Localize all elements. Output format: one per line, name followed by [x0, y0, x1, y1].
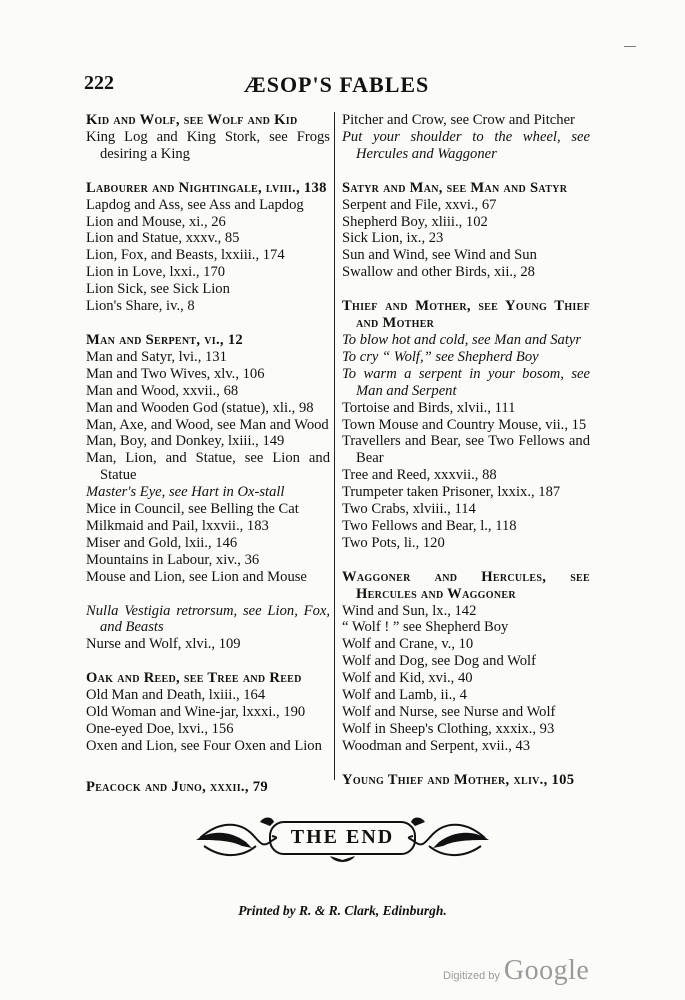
index-entry: Master's Eye, see Hart in Ox-stall	[86, 484, 285, 501]
index-entry: Mice in Council, see Belling the Cat	[86, 501, 299, 518]
index-entry: Waggoner and Hercules, see Hercules and Waggoner	[342, 568, 590, 602]
index-entry: To blow hot and cold, see Man and Satyr	[342, 331, 582, 348]
index-entry: King Log and King Stork, see Frogs desiring a King	[86, 128, 330, 162]
index-entry: Two Fellows and Bear, l., 118	[342, 517, 517, 534]
index-entry: Man, Lion, and Statue, see Lion and Statue	[86, 450, 330, 484]
index-entry: Two Crabs, xlviii., 114	[342, 501, 476, 518]
index-entry: Wind and Sun, lx., 142	[342, 602, 477, 619]
index-entry: Young Thief and Mother, xliv., 105	[342, 771, 575, 788]
index-entry: Swallow and other Birds, xii., 28	[342, 264, 535, 281]
index-entry: Wolf and Kid, xvi., 40	[342, 670, 473, 687]
index-entry: Lion in Love, lxxi., 170	[86, 264, 226, 281]
index-entry: Nulla Vestigia retrorsum, see Lion, Fox, and Beasts	[86, 602, 330, 636]
index-entry: Mouse and Lion, see Lion and Mouse	[86, 568, 307, 585]
running-title: ÆSOP'S FABLES	[243, 72, 430, 97]
index-column-right	[342, 112, 590, 789]
index-entry: Shepherd Boy, xliii., 102	[342, 213, 488, 230]
index-entry: Wolf and Nurse, see Nurse and Wolf	[342, 704, 556, 720]
index-entry: Wolf and Lamb, ii., 4	[342, 687, 467, 704]
index-entry: Oxen and Lion, see Four Oxen and Lion	[86, 737, 322, 754]
watermark-prefix: Digitized by	[443, 970, 500, 982]
index-entry: To warm a serpent in your bosom, see Man and Serpent	[342, 365, 590, 399]
index-entry: Man and Satyr, lvi., 131	[86, 348, 227, 365]
index-entry: Satyr and Man, see Man and Satyr	[342, 179, 568, 196]
google-logo: Google	[503, 955, 590, 986]
index-entry: Man, Axe, and Wood, see Man and Wood	[86, 416, 329, 433]
index-entry: Woodman and Serpent, xvii., 43	[342, 737, 531, 754]
index-entry: Lion and Mouse, xi., 26	[86, 213, 226, 230]
index-entry: One-eyed Doe, lxvi., 156	[86, 721, 234, 737]
index-entry: Trumpeter taken Prisoner, lxxix., 187	[342, 484, 561, 501]
page-number: 222	[84, 72, 114, 94]
index-entry: Man, Boy, and Donkey, lxiii., 149	[86, 433, 285, 450]
index-entry: Nurse and Wolf, xlvi., 109	[86, 636, 241, 653]
index-entry: Sick Lion, ix., 23	[342, 230, 444, 247]
index-entry: Lion, Fox, and Beasts, lxxiii., 174	[86, 247, 285, 264]
index-entry: Oak and Reed, see Tree and Reed	[86, 670, 302, 687]
page-header	[84, 72, 589, 96]
column-divider	[334, 112, 335, 780]
index-entry: To cry “ Wolf,” see Shepherd Boy	[342, 348, 539, 365]
the-end-label: THE END	[290, 826, 395, 848]
index-entry: Lion and Statue, xxxv., 85	[86, 230, 240, 247]
index-entry: Travellers and Bear, see Two Fellows and Bear	[342, 433, 590, 467]
index-entry: Milkmaid and Pail, lxxvii., 183	[86, 517, 269, 534]
index-entry: Peacock and Juno, xxxii., 79	[86, 778, 268, 795]
index-entry: Sun and Wind, see Wind and Sun	[342, 247, 537, 264]
index-entry: Man and Wood, xxvii., 68	[86, 382, 239, 399]
index-entry: Tortoise and Birds, xlvii., 111	[342, 399, 516, 416]
index-entry: “ Wolf ! ” see Shepherd Boy	[342, 619, 509, 636]
index-entry: Two Pots, li., 120	[342, 534, 445, 551]
index-entry: Lapdog and Ass, see Ass and Lapdog	[86, 196, 304, 213]
index-entry: Miser and Gold, lxii., 146	[86, 534, 238, 551]
index-entry: Put your shoulder to the wheel, see Hercules and Waggoner	[342, 128, 590, 162]
index-entry: Lion's Share, iv., 8	[86, 298, 195, 315]
index-entry: Serpent and File, xxvi., 67	[342, 196, 497, 213]
page-corner-mark: —	[624, 38, 635, 52]
index-entry: Old Man and Death, lxiii., 164	[86, 687, 266, 704]
index-entry: Man and Serpent, vi., 12	[86, 331, 244, 348]
index-entry: Wolf and Crane, v., 10	[342, 636, 474, 653]
index-entry: Man and Wooden God (statue), xli., 98	[86, 399, 314, 416]
index-entry: Man and Two Wives, xlv., 106	[86, 365, 265, 382]
index-entry: Kid and Wolf, see Wolf and Kid	[86, 112, 298, 128]
index-entry: Pitcher and Crow, see Crow and Pitcher	[342, 112, 575, 128]
index-entry: Old Woman and Wine-jar, lxxxi., 190	[86, 704, 306, 721]
digitized-watermark	[443, 955, 589, 987]
index-entry: Mountains in Labour, xiv., 36	[86, 551, 260, 568]
index-entry: Lion Sick, see Sick Lion	[86, 281, 230, 298]
index-entry: Wolf and Dog, see Dog and Wolf	[342, 653, 536, 670]
index-column-left	[86, 112, 330, 796]
index-entry: Thief and Mother, see Young Thief and Mother	[342, 298, 590, 332]
printer-imprint: Printed by R. & R. Clark, Edinburgh.	[238, 903, 447, 918]
index-entry: Town Mouse and Country Mouse, vii., 15	[342, 416, 587, 433]
index-entry: Tree and Reed, xxxvii., 88	[342, 467, 497, 484]
index-entry: Labourer and Nightingale, lviii., 138	[86, 179, 327, 196]
index-entry: Wolf in Sheep's Clothing, xxxix., 93	[342, 720, 555, 737]
